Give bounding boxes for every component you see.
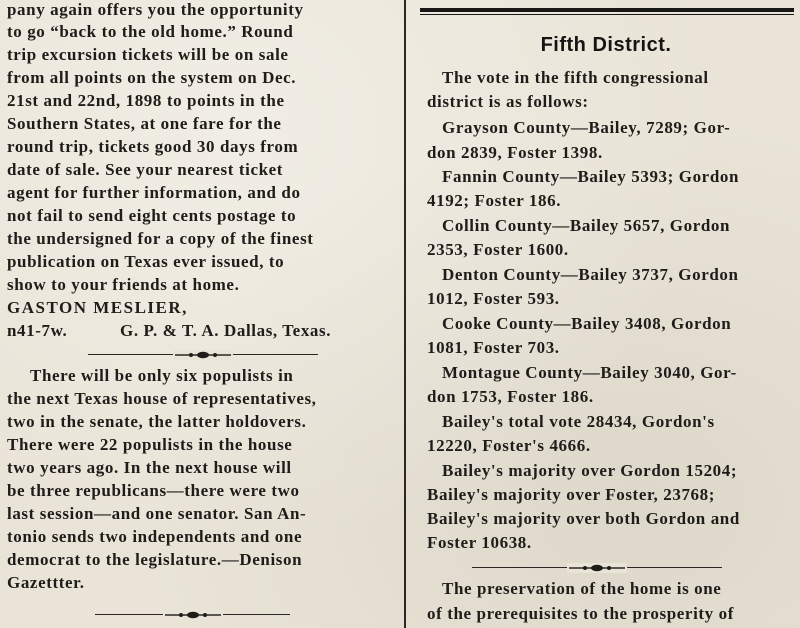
- text-line: The vote in the fifth congressional: [442, 68, 709, 87]
- signature-name: GASTON MESLIER,: [7, 298, 188, 317]
- text-line: be three republicans—there were two: [7, 481, 300, 500]
- text-line: Bailey's majority over both Gordon and: [427, 509, 740, 528]
- column-rule: [404, 0, 406, 628]
- text-line: don 1753, Foster 186.: [427, 387, 594, 406]
- text-line: 1081, Foster 703.: [427, 338, 560, 357]
- text-line: last session—and one senator. San An-: [7, 504, 307, 523]
- text-line: Fannin County—Bailey 5393; Gordon: [442, 167, 740, 186]
- left-column: [0, 0, 398, 628]
- text-line: Collin County—Bailey 5657, Gordon: [442, 216, 731, 235]
- text-line: two years ago. In the next house will: [7, 458, 292, 477]
- text-line: from all points on the system on Dec.: [7, 68, 297, 87]
- ornament-icon: [163, 610, 223, 620]
- text-line: two in the senate, the latter holdovers.: [7, 412, 307, 431]
- text-line: district is as follows:: [427, 92, 589, 111]
- ornamental-divider: [88, 350, 318, 360]
- text-line: Bailey's total vote 28434, Gordon's: [442, 412, 715, 431]
- text-line: trip excursion tickets will be on sale: [7, 45, 289, 64]
- right-column: [412, 0, 800, 628]
- text-line: There will be only six populists in: [30, 366, 294, 385]
- ornament-icon: [173, 350, 233, 360]
- text-line: not fail to send eight cents postage to: [7, 206, 297, 225]
- text-line: Montague County—Bailey 3040, Gor-: [442, 363, 737, 382]
- signature-title: G. P. & T. A. Dallas, Texas.: [120, 321, 332, 340]
- text-line: 21st and 22nd, 1898 to points in the: [7, 91, 285, 110]
- ornamental-divider: [472, 563, 722, 573]
- header-rule: [420, 8, 794, 12]
- text-line: Foster 10638.: [427, 533, 532, 552]
- signature-code: n41-7w.: [7, 321, 68, 340]
- text-line: of the prerequisites to the prosperity of: [427, 604, 734, 623]
- text-line: to go “back to the old home.” Round: [7, 22, 294, 41]
- text-line: show to your friends at home.: [7, 275, 240, 294]
- text-line: There were 22 populists in the house: [7, 435, 293, 454]
- text-line: pany again offers you the opportunity: [7, 0, 304, 19]
- text-line: tonio sends two independents and one: [7, 527, 303, 546]
- text-line: don 2839, Foster 1398.: [427, 143, 603, 162]
- ornament-icon: [567, 563, 627, 573]
- text-line: Cooke County—Bailey 3408, Gordon: [442, 314, 732, 333]
- text-line: democrat to the legislature.—Denison: [7, 550, 303, 569]
- text-line: date of sale. See your nearest ticket: [7, 160, 284, 179]
- section-heading: Fifth District.: [540, 34, 672, 56]
- ornamental-divider: [95, 610, 290, 620]
- text-line: the next Texas house of representatives,: [7, 389, 317, 408]
- text-line: The preservation of the home is one: [442, 579, 722, 598]
- text-line: publication on Texas ever issued, to: [7, 252, 285, 271]
- text-line: Grayson County—Bailey, 7289; Gor-: [442, 118, 731, 137]
- text-line: agent for further information, and do: [7, 183, 301, 202]
- text-line: 1012, Foster 593.: [427, 289, 560, 308]
- header-rule-thin: [420, 14, 794, 15]
- text-line: 4192; Foster 186.: [427, 191, 562, 210]
- text-line: Bailey's majority over Gordon 15204;: [442, 461, 738, 480]
- text-line: Denton County—Bailey 3737, Gordon: [442, 265, 739, 284]
- text-line: the undersigned for a copy of the finest: [7, 229, 314, 248]
- text-line: Gazettter.: [7, 573, 85, 592]
- text-line: 2353, Foster 1600.: [427, 240, 569, 259]
- text-line: round trip, tickets good 30 days from: [7, 137, 299, 156]
- text-line: Southern States, at one fare for the: [7, 114, 282, 133]
- text-line: 12220, Foster's 4666.: [427, 436, 591, 455]
- text-line: Bailey's majority over Foster, 23768;: [427, 485, 716, 504]
